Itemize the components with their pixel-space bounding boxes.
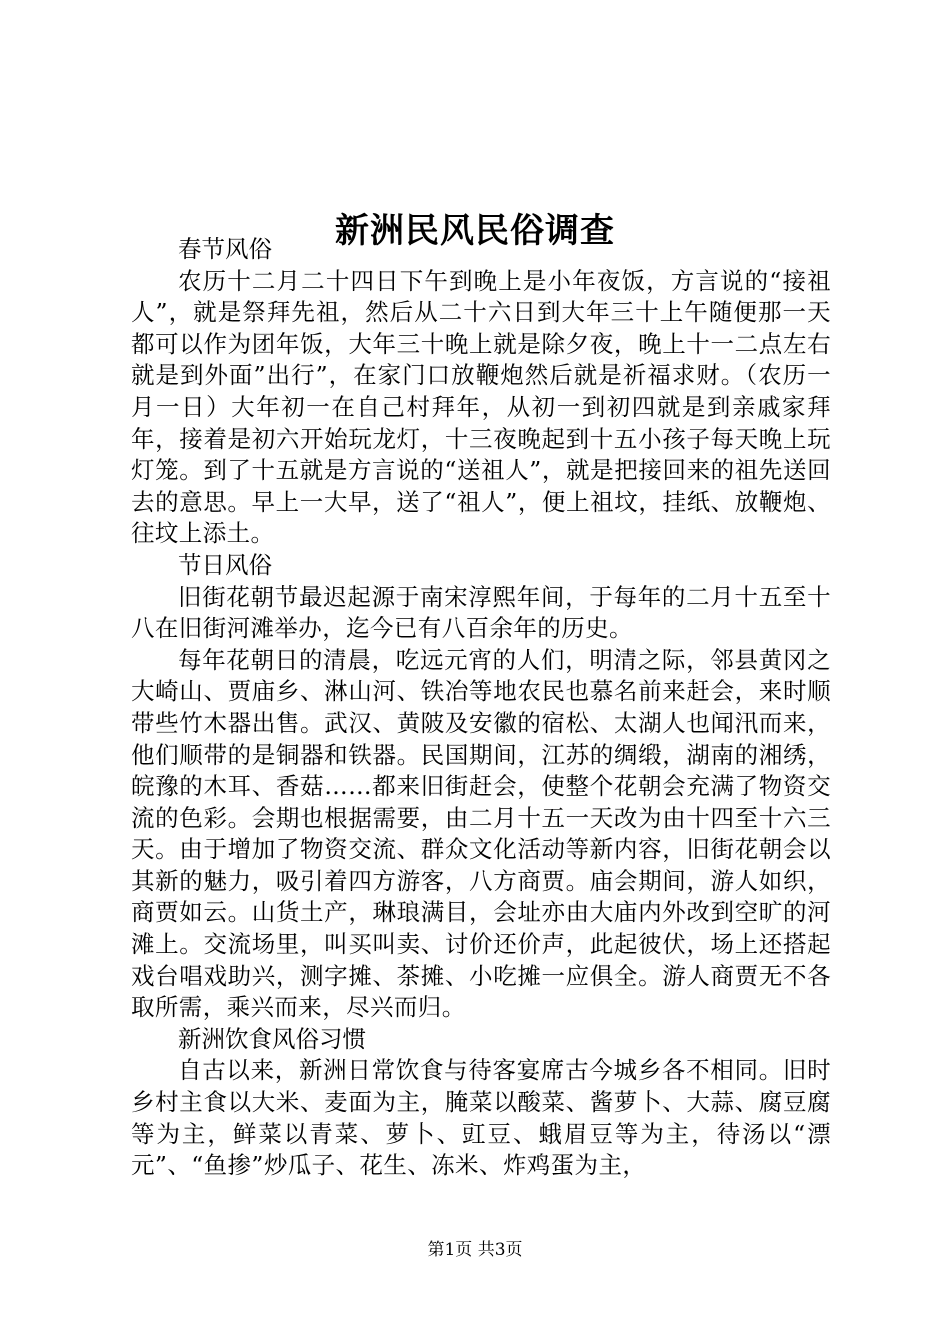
- section-heading-festival-customs: 节日风俗: [178, 550, 272, 579]
- paragraph-huazhao-origin: 旧街花朝节最迟起源于南宋淳熙年间，于每年的二月十五至十八在旧街河滩举办，迄今已有八百余年的历史。: [131, 582, 831, 643]
- page-footer: 第1页 共3页: [427, 1240, 523, 1260]
- section-heading-food-customs: 新洲饮食风俗习惯: [178, 1024, 366, 1053]
- paragraph-huazhao-fair: 每年花朝日的清晨，吃远元宵的人们，明清之际，邻县黄冈之大崎山、贾庙乡、淋山河、铁冶等地农民也慕名前来赶会，来时顺带些竹木器出售。武汉、黄陂及安徽的宿松、太湖人也闻汛而来，他们顺带的是铜器和铁器。民国期间，江苏的绸缎，湖南的湘绣，皖豫的木耳、香菇……都来旧街赶会，使整个花朝会充满了物资交流的色彩。会期也根据需要，由二月十五一天改为由十四至十六三天。由于增加了物资交流、群众文化活动等新内容，旧街花朝会以其新的魅力，吸引着四方游客，八方商贾。庙会期间，游人如织，商贾如云。山货土产，琳琅满目，会址亦由大庙内外改到空旷的河滩上。交流场里，叫买叫卖、讨价还价声，此起彼伏，场上还搭起戏台唱戏助兴，测字摊、茶摊、小吃摊一应俱全。游人商贾无不各取所需，乘兴而来，尽兴而归。: [131, 645, 831, 1022]
- paragraph-spring-festival: 农历十二月二十四日下午到晚上是小年夜饭，方言说的“接祖人”，就是祭拜先祖，然后从二十六日到大年三十上午随便那一天都可以作为团年饭，大年三十晚上就是除夕夜，晚上十一二点左右就是到外面”出行”，在家门口放鞭炮然后就是祈福求财。（农历一月一日）大年初一在自己村拜年，从初一到初四就是到亲戚家拜年，接着是初六开始玩龙灯，十三夜晚起到十五小孩子每天晚上玩灯笼。到了十五就是方言说的“送祖人”，就是把接回来的祖先送回去的意思。早上一大早，送了“祖人”，便上祖坟，挂纸、放鞭炮、往坟上添土。: [131, 266, 831, 548]
- document-body: [131, 234, 831, 1182]
- document-title: 新洲民风民俗调查: [335, 210, 615, 251]
- section-heading-spring-festival: 春节风俗: [178, 235, 272, 263]
- paragraph-food-customs: 自古以来，新洲日常饮食与待客宴席古今城乡各不相同。旧时乡村主食以大米、麦面为主，腌菜以酸菜、酱萝卜、大蒜、腐豆腐等为主，鲜菜以青菜、萝卜、豇豆、蛾眉豆等为主，待汤以“漂元”、“鱼掺”炒瓜子、花生、冻米、炸鸡蛋为主，: [131, 1056, 831, 1180]
